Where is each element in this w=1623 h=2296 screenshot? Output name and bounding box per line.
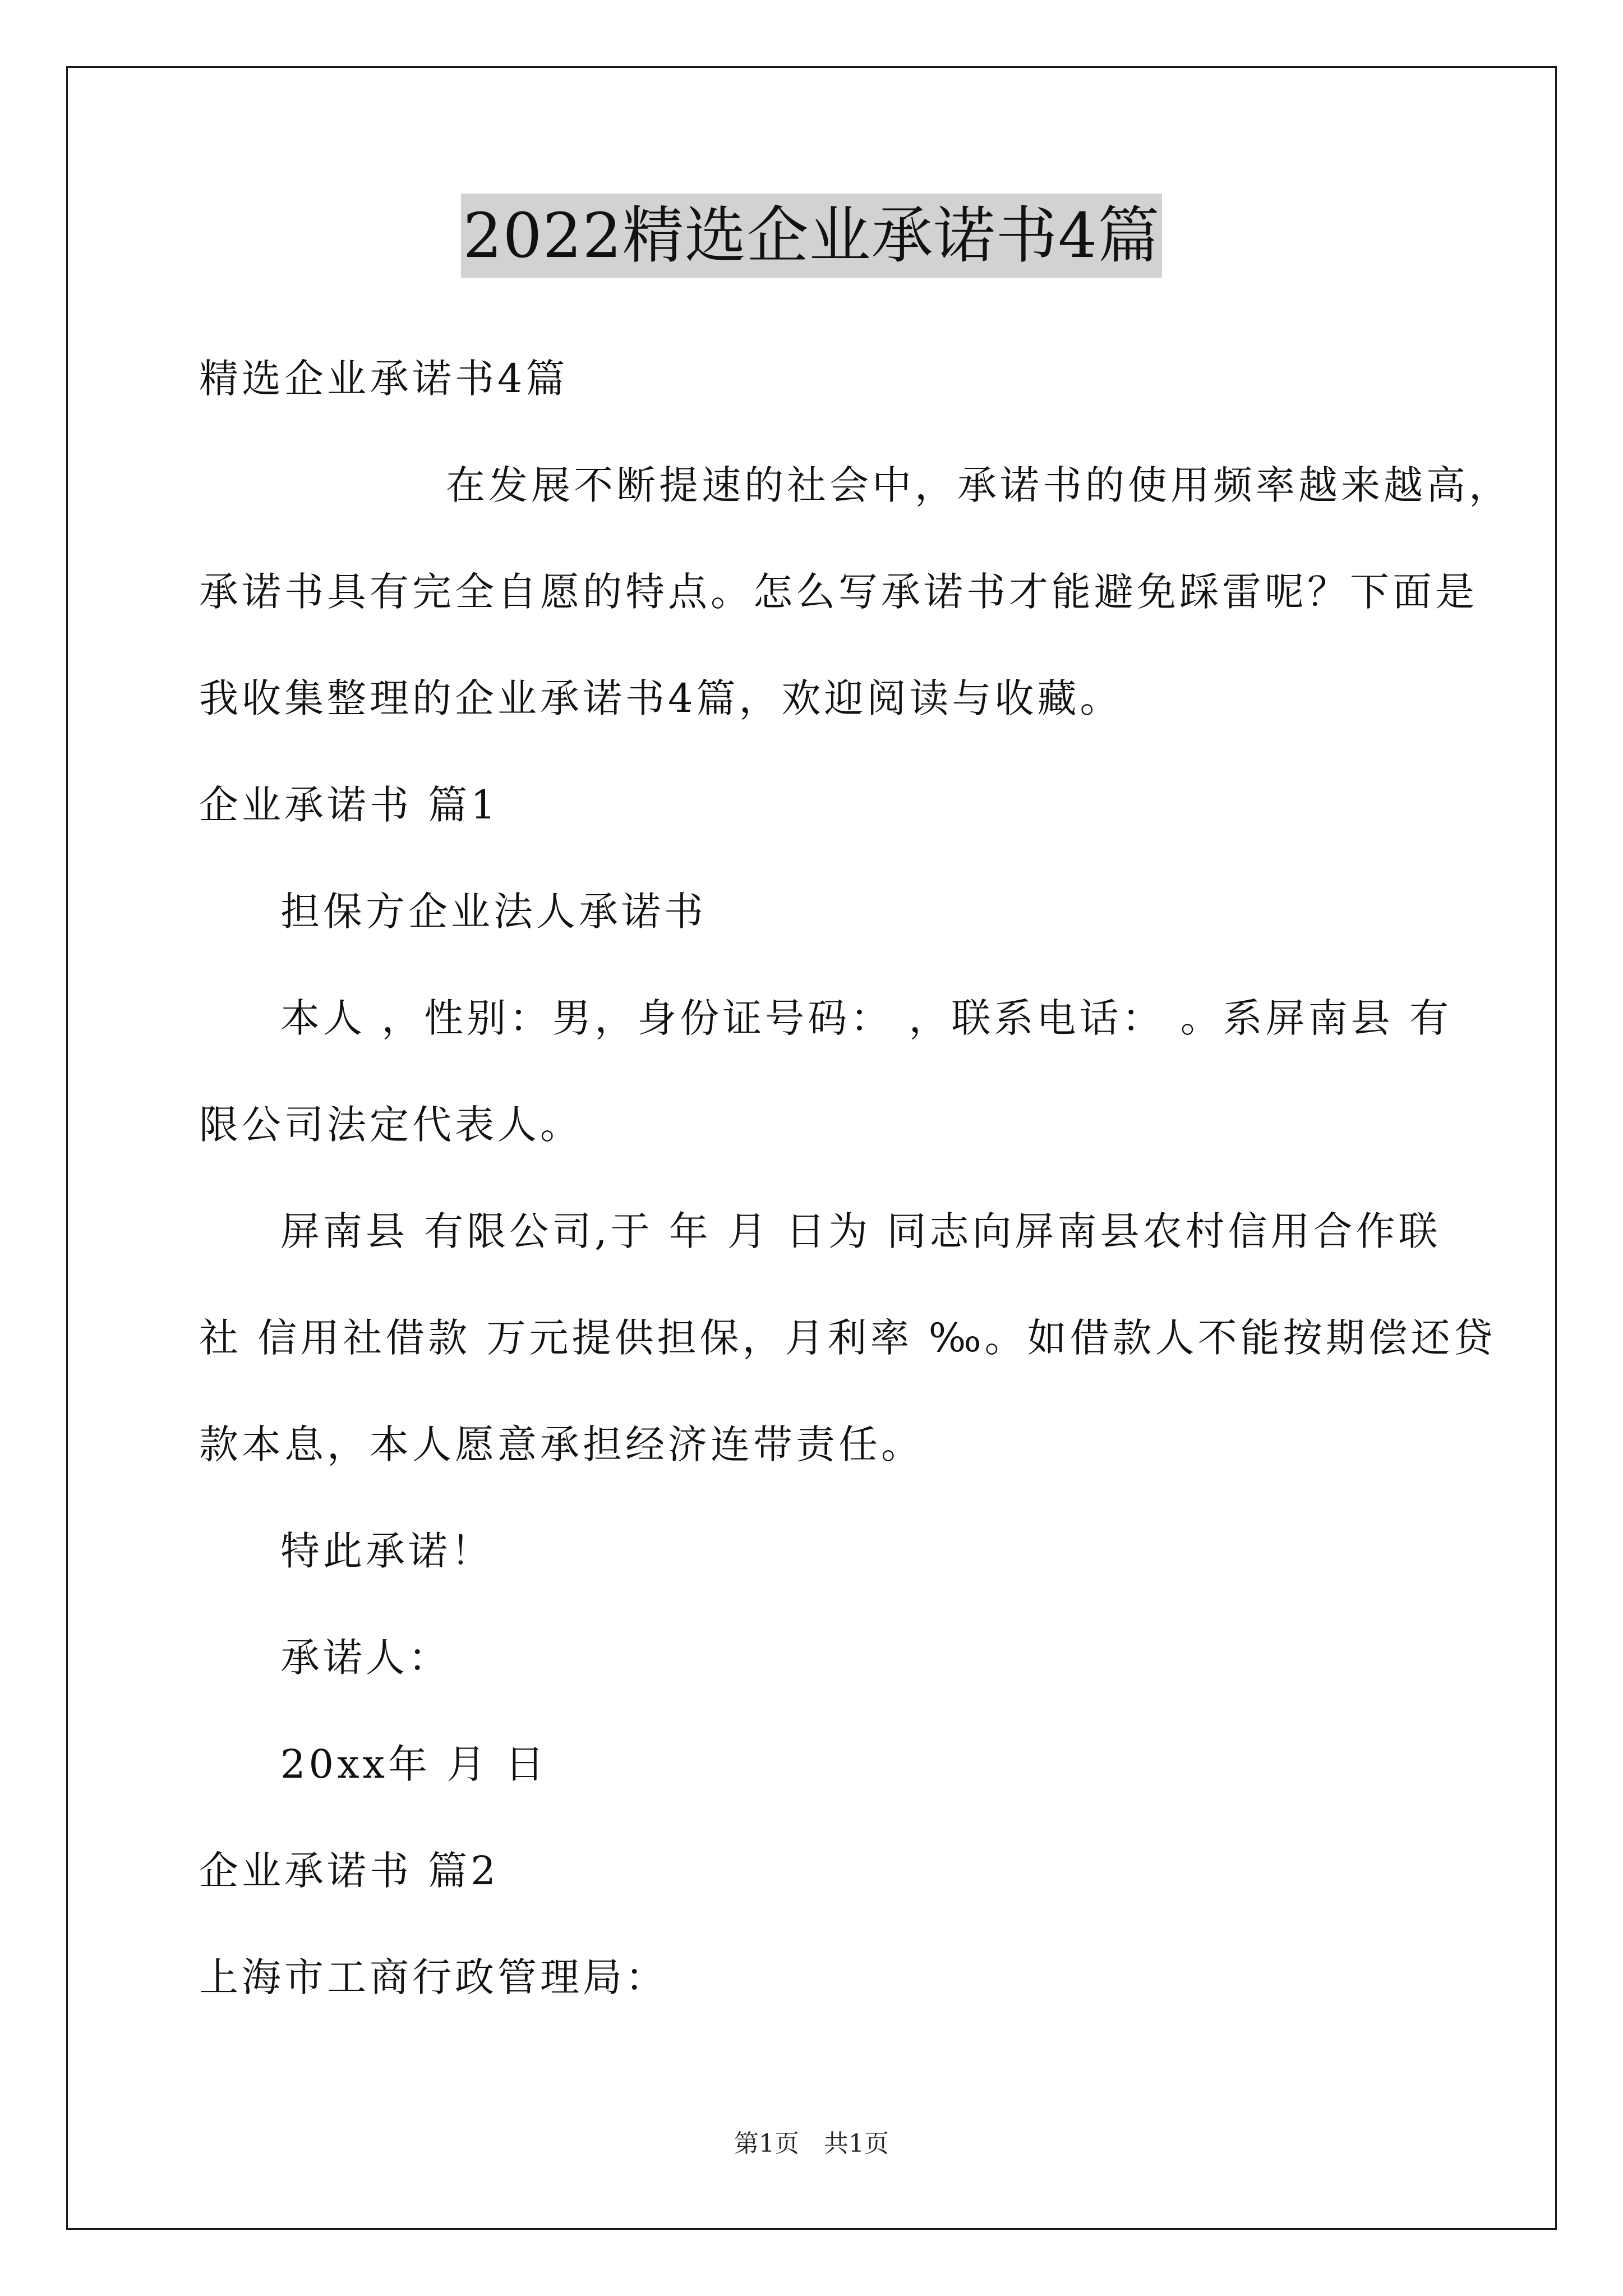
body-line: 屏南县 有限公司,于 年 月 日为 同志向屏南县农村信用合作联 (280, 1208, 1441, 1254)
intro-line-1: 在发展不断提速的社会中，承诺书的使用频率越来越高， (446, 462, 1511, 508)
title-container (0, 194, 1623, 278)
subtitle-line: 精选企业承诺书4篇 (199, 356, 569, 402)
document-title: 2022精选企业承诺书4篇 (461, 194, 1163, 278)
section-heading-1: 企业承诺书 篇1 (199, 782, 499, 828)
intro-line-3: 我收集整理的企业承诺书4篇，欢迎阅读与收藏。 (199, 675, 1123, 721)
body-line: 本人 ，性别：男，身份证号码： ，联系电话： 。系屏南县 有 (280, 995, 1453, 1041)
body-line: 社 信用社借款 万元提供担保，月利率 ‰。如借款人不能按期偿还贷 (199, 1315, 1496, 1361)
intro-line-2: 承诺书具有完全自愿的特点。怎么写承诺书才能避免踩雷呢？下面是 (199, 569, 1478, 615)
signature-label: 承诺人： (280, 1635, 451, 1681)
date-line: 20xx年 月 日 (280, 1741, 548, 1787)
section-heading-2: 企业承诺书 篇2 (199, 1848, 499, 1894)
body-line: 上海市工商行政管理局： (199, 1954, 668, 2000)
body-line: 担保方企业法人承诺书 (280, 889, 707, 935)
body-line: 款本息，本人愿意承担经济连带责任。 (199, 1421, 924, 1467)
body-line: 特此承诺！ (280, 1528, 494, 1574)
page-footer: 第1页 共1页 (734, 2129, 889, 2158)
body-line: 限公司法定代表人。 (199, 1102, 583, 1148)
